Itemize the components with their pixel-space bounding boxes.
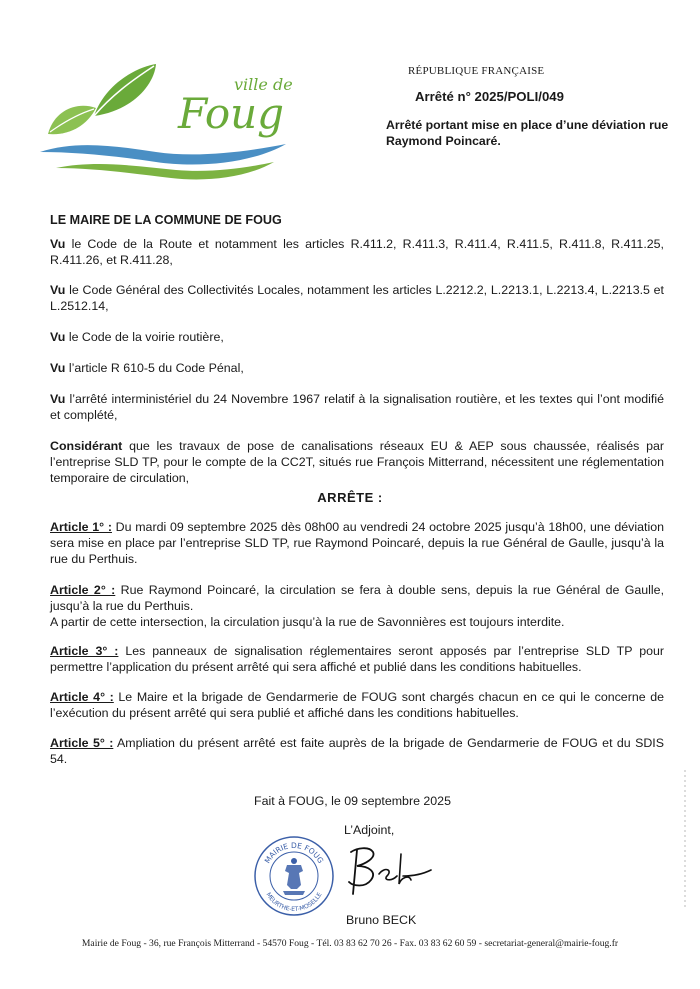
seal-top-text: MAIRIE DE FOUG [262,840,326,865]
seal-bottom-text: MEURTHE-ET-MOSELLE [264,891,324,914]
arrete-object: Arrêté portant mise en place d’une déviation rue Raymond Poincaré. [386,118,669,148]
article-label: Article 4° : [50,690,114,704]
maire-heading: LE MAIRE DE LA COMMUNE DE FOUG [50,213,282,227]
article-label: Article 1° : [50,520,112,534]
considerant-text: que les travaux de pose de canalisations réseaux EU & AEP sous chaussée, réalisés par l’entreprise SLD TP, pour le compte de la CC2T, situés rue François Mitterrand, nécessitent une réglementation temporaire de circulation, [50,439,664,485]
foug-logo [36,56,296,186]
vu-text: le Code Général des Collectivités Locales, notamment les articles L.2212.2, L.2213.1, L.2213.4, L.2213.5 et L.2512.14, [50,283,664,313]
article-text: Rue Raymond Poincaré, la circulation se fera à double sens, depuis la rue Général de Gaulle, jusqu’à la rue du Perthuis. [50,583,665,613]
signer-role: L’Adjoint, [344,823,395,837]
article-text: Les panneaux de signalisation réglementaires seront apposés par l’entreprise SLD TP pour permettre l’application du présent arrêté qui sera affiché et publié dans les conditions habituelles. [50,644,665,674]
leaf-wave-icon [36,56,296,186]
article-1 [50,519,664,567]
article-text: Du mardi 09 septembre 2025 dès 08h00 au vendredi 24 octobre 2025 jusqu’à 18h00, une déviation sera mise en place par l’entreprise SLD TP, rue Raymond Poincaré, depuis la rue Général de Gaulle, jusqu’à la rue du Perthuis. [50,520,664,566]
article-5 [50,735,664,767]
fait-a-line: Fait à FOUG, le 09 septembre 2025 [254,794,451,808]
article-label: Article 5° : [50,736,114,750]
vu-text: l’arrêté interministériel du 24 Novembre 1967 relatif à la signalisation routière, et les textes qui l’ont modifié et complété, [50,392,664,422]
article-2 [50,582,664,630]
article-text-continued: A partir de cette intersection, la circulation jusqu’à la rue de Savonnières est toujours interdite. [50,615,565,629]
article-3 [50,643,664,675]
logo-top-text: ville de [234,75,293,94]
vu-paragraph [50,360,664,376]
scan-margin-mark [680,760,690,920]
vu-label: Vu [50,361,66,375]
page-footer: Mairie de Foug - 36, rue François Mitterrand - 54570 Foug - Tél. 03 83 62 70 26 - Fax. 03 83 62 60 59 - secretariat-general@mairie-foug.fr [81,938,619,949]
vu-text: l’article R 610-5 du Code Pénal, [65,361,244,375]
vu-text: le Code de la voirie routière, [65,330,224,344]
vu-text: le Code de la Route et notamment les articles R.411.2, R.411.3, R.411.4, R.411.5, R.411.8, R.411.25, R.411.26, et R.411.28, [50,237,664,267]
vu-label: Vu [50,283,66,297]
vu-paragraph [50,236,664,268]
arrete-title: ARRÊTE : [317,490,383,505]
article-label: Article 2° : [50,583,116,597]
vu-paragraph [50,391,664,423]
article-text: Le Maire et la brigade de Gendarmerie de FOUG sont chargés chacun en ce qui le concerne de l’exécution du présent arrêté qui sera publié et affiché dans les conditions habituelles. [50,690,665,720]
republique-header: RÉPUBLIQUE FRANÇAISE [408,65,545,77]
vu-label: Vu [50,392,66,406]
logo-name: Foug [178,89,285,138]
article-text: Ampliation du présent arrêté est faite auprès de la brigade de Gendarmerie de FOUG et du SDIS 54. [50,736,664,766]
considerant-label: Considérant [50,439,123,453]
signer-name: Bruno BECK [346,913,417,927]
considerant-paragraph [50,438,664,486]
vu-label: Vu [50,237,66,251]
article-4 [50,689,664,721]
handwritten-signature [343,840,435,902]
vu-label: Vu [50,330,66,344]
arrete-number: Arrêté n° 2025/POLI/049 [415,89,564,104]
vu-paragraph [50,282,664,314]
vu-paragraph [50,329,664,345]
mairie-seal-stamp [253,835,335,917]
article-label: Article 3° : [50,644,119,658]
